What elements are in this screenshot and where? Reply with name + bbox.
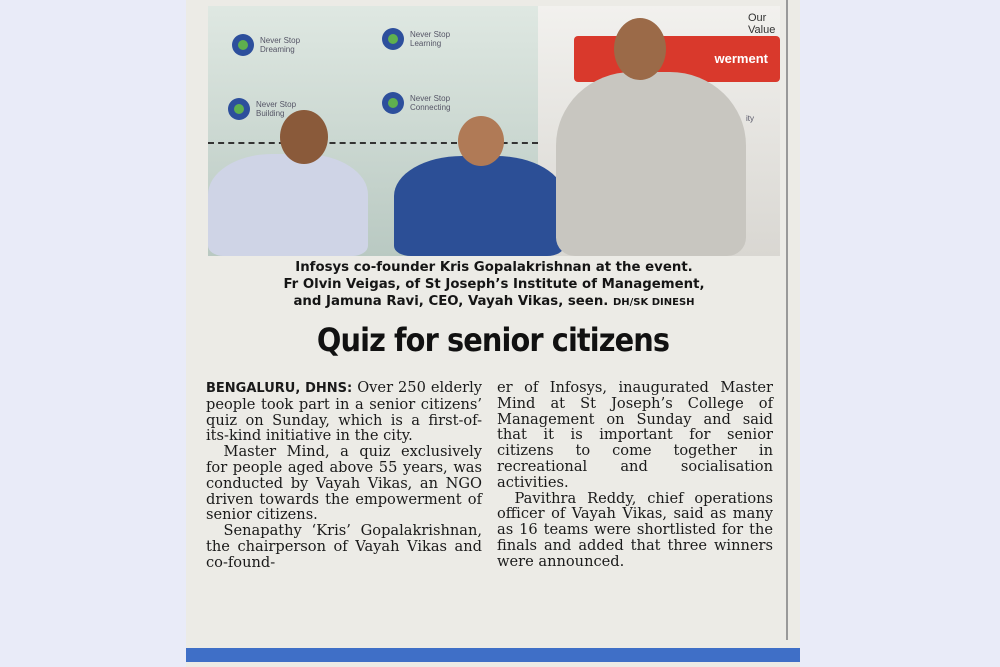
article-paragraph: er of Infosys, inaugurated Master Mind at St Joseph’s College of Management on Sunday and said that it is important for senior citizens to come together in recreational and socialisation activities.: [497, 379, 773, 491]
seated-man-figure: [208, 154, 368, 256]
seated-woman-figure: [394, 156, 564, 256]
backdrop-tag: Never Stop Building: [256, 100, 297, 118]
page-accent-bar: [186, 648, 800, 662]
backdrop-tag: Never Stop Dreaming: [260, 36, 301, 54]
backdrop-circle-icon: [382, 92, 404, 114]
backdrop-red-banner: werment: [574, 36, 780, 82]
dateline: BENGALURU, DHNS:: [206, 381, 353, 396]
article-column-2: [497, 380, 773, 570]
standing-speaker-head: [614, 18, 666, 80]
backdrop-tag: Never Stop Connecting: [410, 94, 451, 112]
backdrop-circle-icon: [232, 34, 254, 56]
backdrop-circle-icon: [382, 28, 404, 50]
seated-man-head: [280, 110, 328, 164]
backdrop-tag: Never Stop Learning: [410, 30, 451, 48]
column-rule: [786, 0, 788, 640]
seated-woman-head: [458, 116, 504, 166]
paragraph-text: Over 250 elderly people took part in a senior citizens’ quiz on Sunday, which is a first-of-its-kind initiative in the city.: [206, 379, 482, 445]
article-column-1: [206, 380, 482, 571]
photo-credit: DH/SK DINESH: [612, 297, 695, 308]
newspaper-clipping: [186, 0, 800, 667]
article-paragraph: Pavithra Reddy, chief operations officer of Vayah Vikas, said as many as 16 teams were shortlisted for the finals and added that three winners were announced.: [497, 489, 773, 570]
photo-caption: [208, 259, 780, 311]
article-paragraph: Master Mind, a quiz exclusively for people aged above 55 years, was conducted by Vayah Vikas, an NGO driven towards the empowerment of senior citizens.: [206, 443, 482, 524]
article-paragraph: Senapathy ‘Kris’ Gopalakrishnan, the chairperson of Vayah Vikas and co-found-: [206, 522, 482, 571]
headline: Quiz for senior citizens: [316, 321, 670, 359]
caption-line: Infosys co-founder Kris Gopalakrishnan at the event.: [295, 260, 693, 275]
article-paragraph: [206, 380, 482, 444]
caption-line: and Jamuna Ravi, CEO, Vayah Vikas, seen.: [293, 294, 609, 309]
caption-line: Fr Olvin Veigas, of St Joseph’s Institute of Management,: [283, 277, 705, 292]
backdrop-fragment: ity: [746, 114, 754, 123]
backdrop-heading: Our Value: [748, 12, 776, 36]
standing-speaker-figure: [556, 72, 746, 256]
backdrop-circle-icon: [228, 98, 250, 120]
event-photo: [208, 6, 780, 256]
